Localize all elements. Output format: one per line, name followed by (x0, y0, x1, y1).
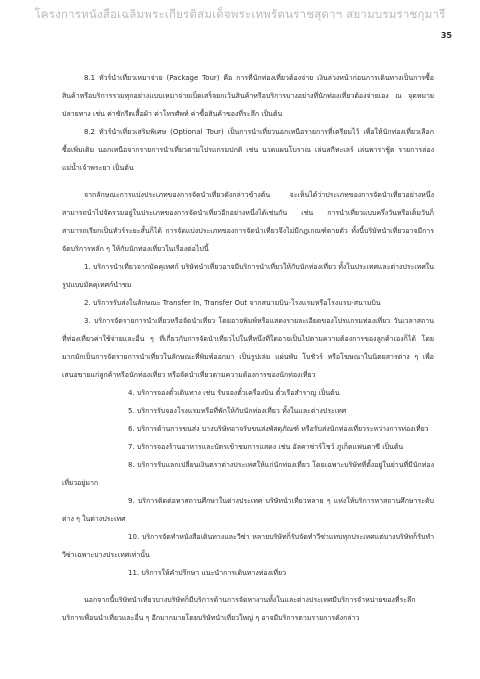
running-header: โครงการหนังสือเฉลิมพระเกียรติสมเด็จพระเทพรัตนราชสุดาฯ สยามบรมราชกุมารี (34, 7, 446, 21)
list-item: 9. บริการติดต่อหาสถานศึกษาในต่างประเทศ บริษัทนำเที่ยวหลาย ๆ แห่งให้บริการหาสถานศึกษาระดับต่าง ๆ ในต่างประเทศ (62, 497, 434, 523)
list-item: 8. บริการรับแลกเปลี่ยนเงินตราต่างประเทศให้แก่นักท่องเที่ยว โดยเฉพาะบริษัทที่ตั้งอยู่ในย่านที่มีนักท่องเที่ยวอยู่มาก (62, 461, 434, 487)
list-item: 3. บริการจัดรายการนำเที่ยวหรือจัดนำเที่ยว โดยอาจพิมพ์หรือแสดงรายละเอียดของโปรแกรมท่องเที่ยว วันเวลาสถานที่ท่องเที่ยวค่าใช้จ่ายและอื่น ๆ ที่เกี่ยวกับการจัดนำเที่ยวไปในที่หนึ่งที่ใดอาจเป็นไปตามความต้องการของลูกค้าเองก็ได้ โดยมากมักเป็นการจัดรายการนำเที่ยวในลักษณะที่พิมพ์ออกมา เป็นรูปเล่ม แผ่นพับ โบชัวร์ หรือโฆษณาในนิตยสารต่าง ๆ เพื่อเสนอขายแก่ลูกค้าหรือนักท่องเที่ยว หรือจัดนำเที่ยวตามความต้องการของนักท่องเที่ยว (62, 317, 434, 379)
list-item: 10. บริการจัดทำหนังสือเดินทางและวีซ่า หลายบริษัทก็รับจัดทำวีซ่าแทบทุกประเทศแต่บางบริษัทก็รับทำวีซ่าเฉพาะบางประเทศเท่านั้น (62, 533, 434, 559)
paragraph-package-tour: 8.1 ทัวร์นำเที่ยวเหมาจ่าย (Package Tour) คือ การที่นักท่องเที่ยวต้องจ่าย เงินล่วงหน้าก่อนการเดินทางเป็นการซื้อสินค้าหรือบริการรวมทุกอย่างแบบเหมาจ่ายเบ็ดเสร็จยกเว้นสินค้าหรือบริการบางอย่างที่นักท่องเที่ยวต้องจ่ายเอง ณ จุดหมายปลายทาง เช่น ค่าซักรีดเสื้อผ้า ค่าโทรศัพท์ ค่าซื้อสินค้าของที่ระลึก เป็นต้น (62, 74, 434, 118)
page-number: 35 (440, 31, 452, 40)
list-item: 6. บริการด้านการขนส่ง บางบริษัทอาจรับขนส่งพัสดุภัณฑ์ หรือรับส่งนักท่องเที่ยวระหว่างการท่องเที่ยว (128, 425, 429, 433)
list-item: 4. บริการจองตั๋วเดินทาง เช่น รับจองตั๋วเครื่องบิน ตั๋วเรือสำราญ เป็นต้น (128, 389, 340, 397)
document-body (62, 69, 434, 627)
list-item: 7. บริการจองร้านอาหารและบัตรเข้าชมการแสดง เช่น อัลคาซ่าร์โชว์ ภูเก็ตแฟนตาซี เป็นต้น (128, 443, 404, 451)
paragraph-tour-classification: จากลักษณะการแบ่งประเภทของการจัดนำเที่ยวดังกล่าวข้างต้น จะเห็นได้ว่าประเภทของการจัดนำเที่ยวอย่างหนึ่งสามารถนำไปจัดรวมอยู่ในประเภทของการจัดนำเที่ยวอีกอย่างหนึ่งได้เช่นกัน เช่น การนำเที่ยวแบบครึ่งวันหรือเต็มวันก็สามารถเรียกเป็นทัวร์ระยะสั้นก็ได้ การจัดแบ่งประเภทของการจัดนำเที่ยวจึงไม่มีกฎเกณฑ์ตายตัว ทั้งนี้บริษัทนำเที่ยวอาจมีการจัดบริการหลัก ๆ ให้กับนักท่องเที่ยวในเรื่องต่อไปนี้ (62, 191, 434, 253)
list-item: 1. บริการนำเที่ยวจากมัคคุเทศก์ บริษัทนำเที่ยวอาจมีบริการนำเที่ยวให้กับนักท่องเที่ยว ทั้งในประเทศและต่างประเทศในรูปแบบมัคคุเทศก์นำชม (62, 263, 434, 289)
paragraph-optional-tour: 8.2 ทัวร์นำเที่ยวเสริมพิเศษ (Optional Tour) เป็นการนำเที่ยวนอกเหนือรายการที่เตรียมไว้ เพื่อให้นักท่องเที่ยวเลือกซื้อเพิ่มเติม นอกเหนือจากรายการนำเที่ยวตามโปรแกรมปกติ เช่น นวดแผนโบราณ เล่นสกีทะเลร์ เล่นพาราชู้ต รายการล่องแม่น้ำเจ้าพระยา เป็นต้น (62, 128, 434, 172)
list-item: 5. บริการรับจองโรงแรมหรือที่พักให้กับนักท่องเที่ยว ทั้งในและต่างประเทศ (128, 407, 347, 415)
list-item: 11. บริการให้คำปรึกษา แนะนำการเดินทางท่องเที่ยว (128, 569, 287, 577)
list-item: 2. บริการรับส่งในลักษณะ Transfer In, Transfer Out จากสนามบิน-โรงแรมหรือโรงแรม-สนามบิน (84, 299, 381, 307)
paragraph-other-services: นอกจากนี้บริษัทนำเที่ยวบางบริษัทก็มีบริการด้านการจัดหางานทั้งในและต่างประเทศมีบริการจำหน่ายของที่ระลึก บริการเพื่อนนำเที่ยวและอื่น ๆ อีกมากมายโดยบริษัทนำเที่ยวใหญ่ ๆ อาจมีบริการตามรายการดังกล่าว (62, 596, 416, 622)
